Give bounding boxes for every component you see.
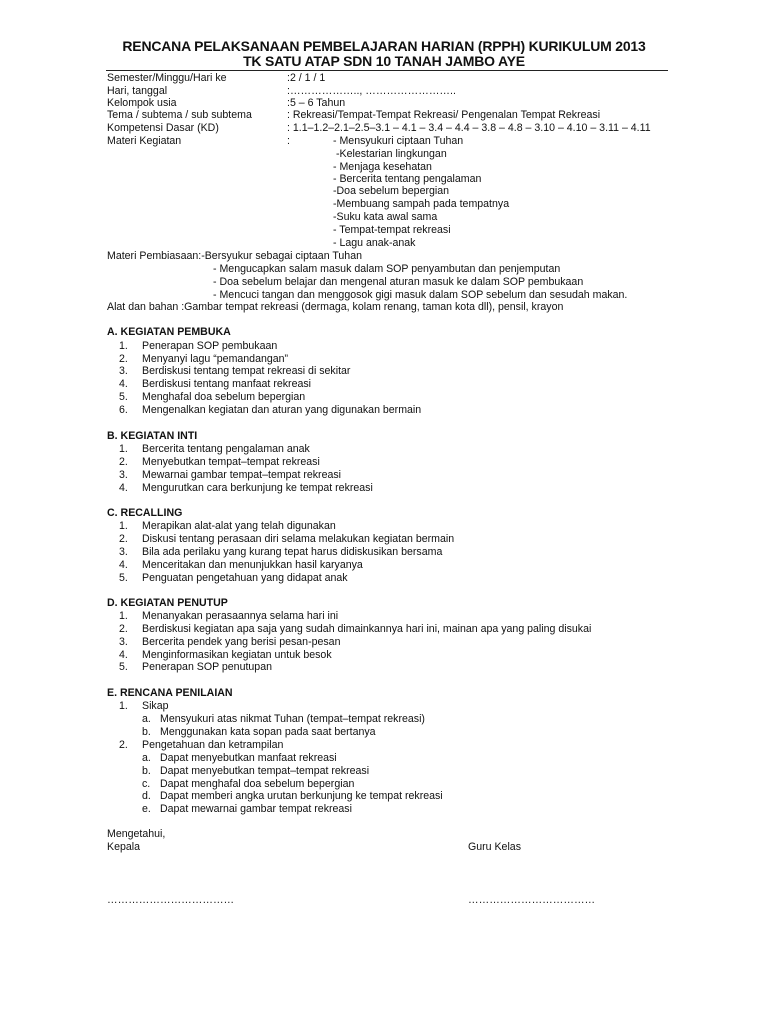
kelompok-label: Kelompok usia — [107, 97, 177, 109]
alat-bahan: Alat dan bahan :Gambar tempat rekreasi (dermaga, kolam renang, taman kota dll), pensil, krayon — [107, 301, 564, 313]
list-item: Penerapan SOP pembukaan — [142, 340, 278, 352]
list-item: Diskusi tentang perasaan diri selama melakukan kegiatan bermain — [142, 533, 455, 545]
list-item: Bercerita tentang pengalaman anak — [142, 443, 310, 455]
materi-colon: : — [287, 135, 290, 147]
list-item: Berdiskusi tentang tempat rekreasi di sekitar — [142, 365, 351, 377]
item-num: 4. — [119, 482, 128, 494]
pembiasaan-item: - Mengucapkan salam masuk dalam SOP penyambutan dan penjemputan — [213, 263, 561, 275]
materi-item: - Mensyukuri ciptaan Tuhan — [333, 135, 464, 147]
sub-letter: e. — [142, 803, 151, 815]
item-num: 4. — [119, 559, 128, 571]
school-name: TK SATU ATAP SDN 10 TANAH JAMBO AYE — [243, 53, 525, 69]
sub-item: Dapat menghafal doa sebelum bepergian — [160, 778, 355, 790]
list-item: Penerapan SOP penutupan — [142, 661, 272, 673]
materi-item: -Kelestarian lingkungan — [336, 148, 447, 160]
semester-label: Semester/Minggu/Hari ke — [107, 72, 227, 84]
materi-item: -Suku kata awal sama — [333, 211, 438, 223]
list-item: Berdiskusi kegiatan apa saja yang sudah dimainkannya hari ini, mainan apa yang paling disukai — [142, 623, 592, 635]
list-item: Mengenalkan kegiatan dan aturan yang digunakan bermain — [142, 404, 422, 416]
list-item: Menyanyi lagu “pemandangan” — [142, 353, 289, 365]
list-item: Menanyakan perasaannya selama hari ini — [142, 610, 339, 622]
sub-item: Mensyukuri atas nikmat Tuhan (tempat–tempat rekreasi) — [160, 713, 425, 725]
item-num: 3. — [119, 469, 128, 481]
list-item: Menginformasikan kegiatan untuk besok — [142, 649, 332, 661]
list-item: Pengetahuan dan ketrampilan — [142, 739, 284, 751]
materi-item: - Lagu anak-anak — [333, 237, 416, 249]
item-num: 2. — [119, 456, 128, 468]
item-num: 5. — [119, 661, 128, 673]
hari-value: :……………….., …………………….. — [287, 85, 456, 97]
pembiasaan-item: - Mencuci tangan dan menggosok gigi masuk dalam SOP sebelum dan sesudah makan. — [213, 289, 628, 301]
sub-item: Dapat memberi angka urutan berkunjung ke tempat rekreasi — [160, 790, 443, 802]
item-num: 4. — [119, 378, 128, 390]
sub-item: Dapat mewarnai gambar tempat rekreasi — [160, 803, 352, 815]
list-item: Menceritakan dan menunjukkan hasil karyanya — [142, 559, 363, 571]
sub-letter: a. — [142, 752, 151, 764]
item-num: 1. — [119, 443, 128, 455]
item-num: 6. — [119, 404, 128, 416]
section-e-title: E. RENCANA PENILAIAN — [107, 687, 233, 699]
pembiasaan-item: - Doa sebelum belajar dan mengenal aturan masuk ke dalam SOP pembukaan — [213, 276, 584, 288]
materi-item: -Doa sebelum bepergian — [333, 185, 450, 197]
kd-value: : 1.1–1.2–2.1–2.5–3.1 – 4.1 – 3.4 – 4.4 – 3.8 – 4.8 – 3.10 – 4.10 – 3.11 – 4.11 — [287, 122, 651, 134]
signature-line-right: ……………………………… — [468, 894, 596, 906]
item-num: 2. — [119, 739, 128, 751]
list-item: Mewarnai gambar tempat–tempat rekreasi — [142, 469, 342, 481]
item-num: 5. — [119, 391, 128, 403]
item-num: 4. — [119, 649, 128, 661]
item-num: 5. — [119, 572, 128, 584]
pembiasaan-first: Materi Pembiasaan:-Bersyukur sebagai ciptaan Tuhan — [107, 250, 362, 262]
list-item: Sikap — [142, 700, 169, 712]
materi-item: - Bercerita tentang pengalaman — [333, 173, 482, 185]
kepala-label: Kepala — [107, 841, 140, 853]
sub-item: Dapat menyebutkan tempat–tempat rekreasi — [160, 765, 370, 777]
sub-letter: c. — [142, 778, 151, 790]
section-c-title: C. RECALLING — [107, 507, 183, 519]
document-title: RENCANA PELAKSANAAN PEMBELAJARAN HARIAN (RPPH) KURIKULUM 2013 — [122, 38, 646, 54]
tema-value: : Rekreasi/Tempat-Tempat Rekreasi/ Pengenalan Tempat Rekreasi — [287, 109, 601, 121]
item-num: 1. — [119, 700, 128, 712]
list-item: Penguatan pengetahuan yang didapat anak — [142, 572, 348, 584]
list-item: Menyebutkan tempat–tempat rekreasi — [142, 456, 320, 468]
item-num: 1. — [119, 340, 128, 352]
kelompok-value: :5 – 6 Tahun — [287, 97, 346, 109]
list-item: Bercerita pendek yang berisi pesan-pesan — [142, 636, 341, 648]
sub-letter: b. — [142, 765, 151, 777]
header-rule — [106, 70, 668, 71]
list-item: Mengurutkan cara berkunjung ke tempat rekreasi — [142, 482, 373, 494]
item-num: 2. — [119, 533, 128, 545]
item-num: 3. — [119, 636, 128, 648]
item-num: 2. — [119, 353, 128, 365]
section-d-title: D. KEGIATAN PENUTUP — [107, 597, 228, 609]
sub-letter: d. — [142, 790, 151, 802]
item-num: 3. — [119, 365, 128, 377]
item-num: 3. — [119, 546, 128, 558]
materi-item: - Tempat-tempat rekreasi — [333, 224, 451, 236]
list-item: Merapikan alat-alat yang telah digunakan — [142, 520, 336, 532]
item-num: 1. — [119, 520, 128, 532]
list-item: Berdiskusi tentang manfaat rekreasi — [142, 378, 311, 390]
list-item: Bila ada perilaku yang kurang tepat harus didiskusikan bersama — [142, 546, 443, 558]
signature-line-left: ……………………………… — [107, 894, 235, 906]
semester-value: :2 / 1 / 1 — [287, 72, 326, 84]
guru-kelas-label: Guru Kelas — [468, 841, 521, 853]
materi-item: - Menjaga kesehatan — [333, 161, 432, 173]
sub-letter: a. — [142, 713, 151, 725]
item-num: 1. — [119, 610, 128, 622]
item-num: 2. — [119, 623, 128, 635]
sub-item: Menggunakan kata sopan pada saat bertanya — [160, 726, 376, 738]
materi-label: Materi Kegiatan — [107, 135, 182, 147]
section-a-title: A. KEGIATAN PEMBUKA — [107, 326, 231, 338]
sub-item: Dapat menyebutkan manfaat rekreasi — [160, 752, 337, 764]
mengetahui-label: Mengetahui, — [107, 828, 166, 840]
sub-letter: b. — [142, 726, 151, 738]
hari-label: Hari, tanggal — [107, 85, 168, 97]
materi-item: -Membuang sampah pada tempatnya — [333, 198, 510, 210]
list-item: Menghafal doa sebelum bepergian — [142, 391, 306, 403]
section-b-title: B. KEGIATAN INTI — [107, 430, 198, 442]
kd-label: Kompetensi Dasar (KD) — [107, 122, 219, 134]
tema-label: Tema / subtema / sub subtema — [107, 109, 252, 121]
